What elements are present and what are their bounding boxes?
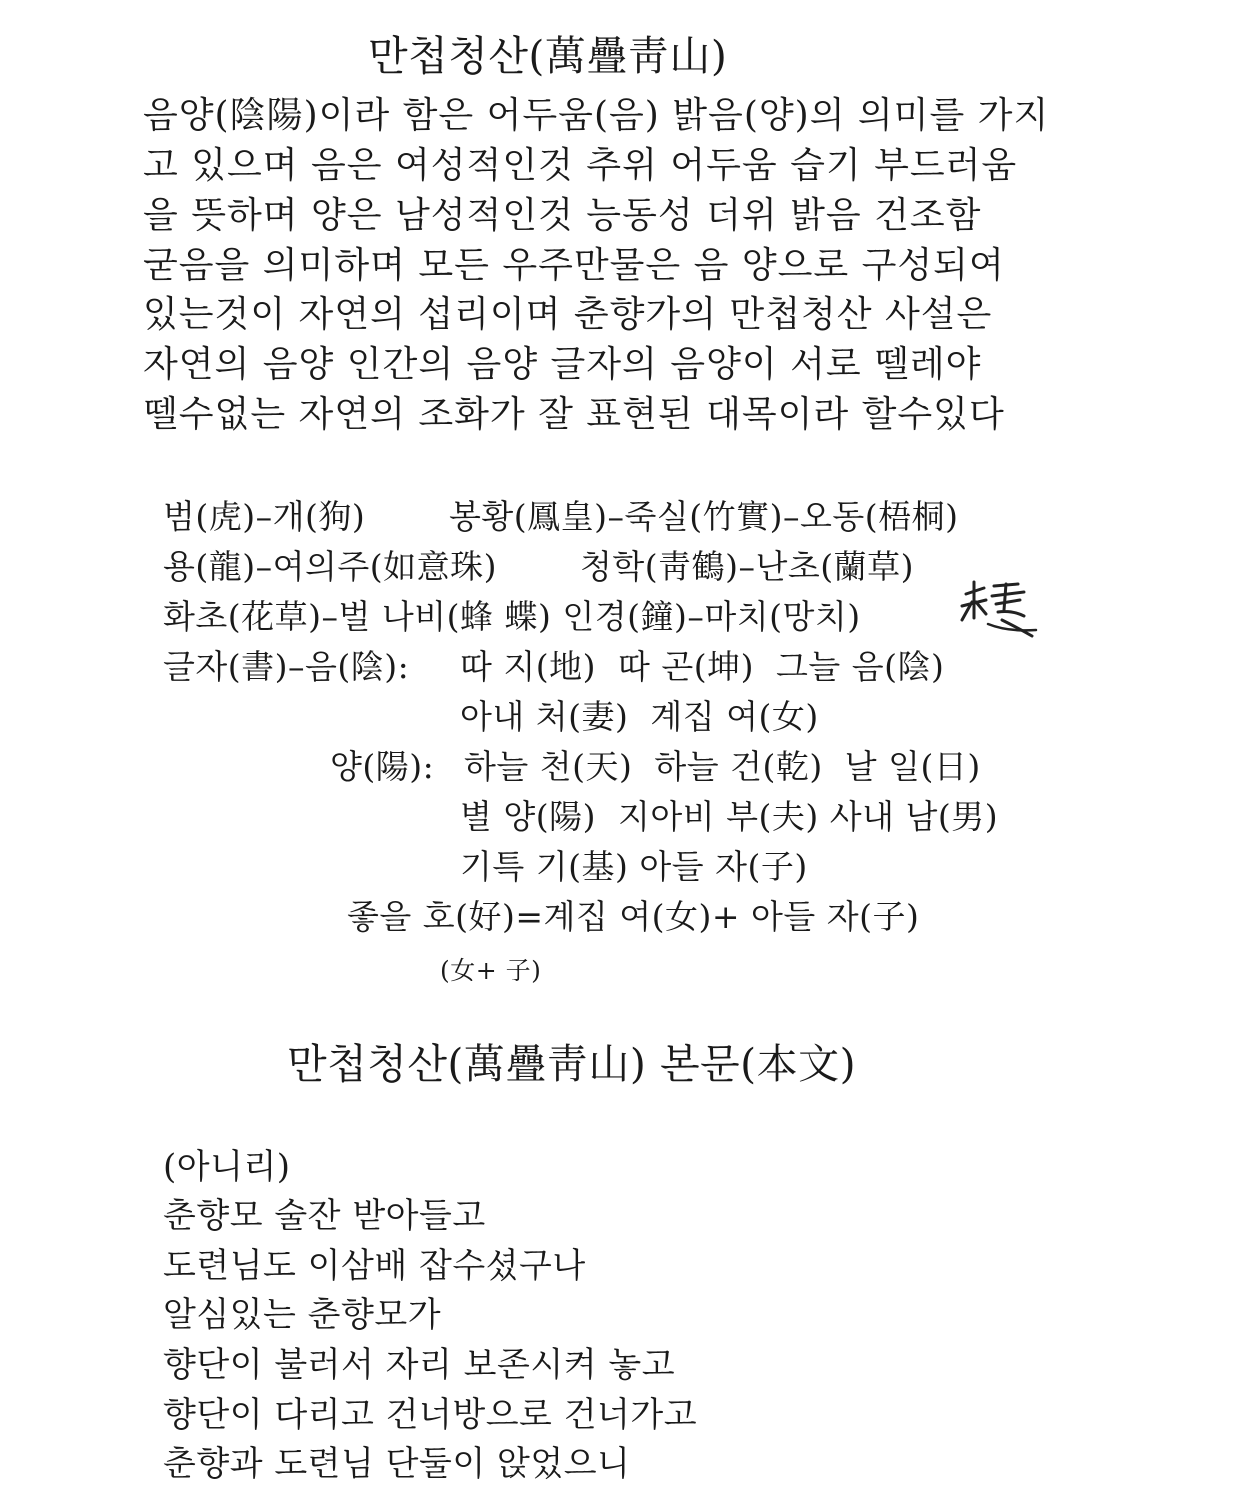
good-formula-sub: (女+ 子) — [440, 956, 542, 985]
yin-label: 글자(書)–음(陰): — [163, 647, 410, 686]
page-title: 만첩청산(萬疊靑山) — [368, 32, 728, 80]
paragraph-line: 있는것이 자연의 섭리이며 춘향가의 만첩청산 사설은 — [143, 294, 993, 335]
body-line: 향단이 불러서 자리 보존시켜 놓고 — [163, 1345, 676, 1385]
handwritten-mark — [958, 580, 1038, 642]
good-formula: 좋을 호(好)=계집 여(女)+ 아들 자(子) — [347, 897, 920, 936]
pair-flower-bee: 화초(花草)–벌 나비(蜂 蝶) 인경(鐘)–마치(망치) — [163, 597, 861, 636]
body-line: 도련님도 이삼배 잡수셨구나 — [163, 1246, 586, 1286]
body-line: 춘향과 도련님 단둘이 앉었으니 — [163, 1444, 631, 1484]
pair-dragon: 용(龍)–여의주(如意珠) — [163, 547, 498, 586]
paragraph-line: 자연의 음양 인간의 음양 글자의 음양이 서로 뗄레야 — [143, 344, 982, 385]
body-line: (아니리) — [163, 1147, 291, 1187]
paragraph-line: 고 있으며 음은 여성적인것 추위 어두움 습기 부드러움 — [143, 145, 1018, 186]
yang-line: 하늘 천(天) 하늘 건(乾) 날 일(日) — [464, 747, 981, 786]
body-line: 향단이 다리고 건너방으로 건너가고 — [163, 1395, 698, 1435]
body-line: 알심있는 춘향모가 — [163, 1295, 442, 1335]
yin-line: 따 지(地) 따 곤(坤) 그늘 음(陰) — [460, 647, 945, 686]
yin-line: 아내 처(妻) 계집 여(女) — [460, 697, 819, 736]
pair-tiger-dog: 범(虎)–개(狗) — [163, 497, 366, 536]
section-title: 만첩청산(萬疊靑山) 본문(本文) — [287, 1040, 857, 1088]
yang-line: 별 양(陽) 지아비 부(夫) 사내 남(男) — [460, 797, 999, 836]
pair-crane: 청학(靑鶴)–난초(蘭草) — [580, 547, 915, 586]
paragraph-line: 굳음을 의미하며 모든 우주만물은 음 양으로 구성되여 — [143, 245, 1005, 286]
paragraph-line: 을 뜻하며 양은 남성적인것 능동성 더위 밝음 건조함 — [143, 195, 982, 236]
paragraph-line: 음양(陰陽)이라 함은 어두움(음) 밝음(양)의 의미를 가지 — [143, 95, 1050, 136]
pair-phoenix: 봉황(鳳皇)–죽실(竹實)–오동(梧桐) — [449, 497, 959, 536]
yang-line: 기특 기(基) 아들 자(子) — [460, 847, 808, 886]
paragraph-line: 뗄수없는 자연의 조화가 잘 표현된 대목이라 할수있다 — [143, 394, 1005, 435]
body-line: 춘향모 술잔 받아들고 — [163, 1196, 486, 1236]
yang-label: 양(陽): — [330, 747, 435, 786]
